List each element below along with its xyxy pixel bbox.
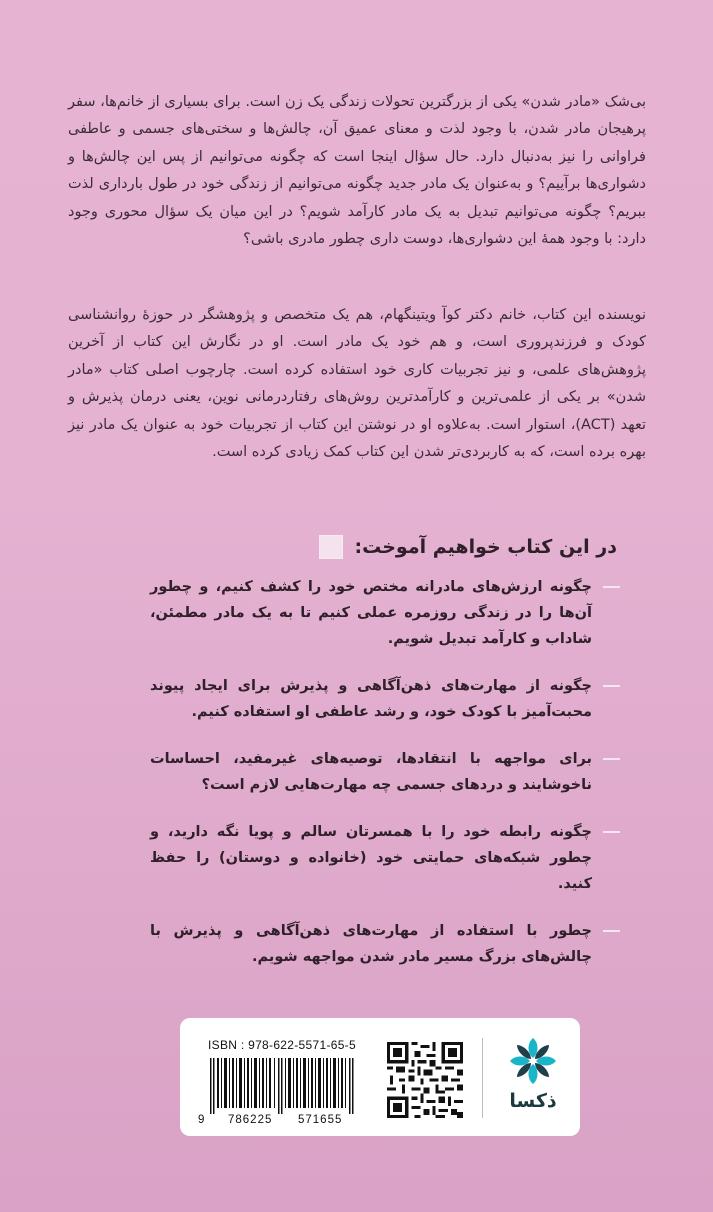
list-item-text: چگونه رابطه خود را با همسرتان سالم و پویا نگه دارید، و چطور شبکه‌های حمایتی خود (خانواده و دوستان) را حفظ کنید. xyxy=(150,824,592,892)
learning-section-title: در این کتاب خواهیم آموخت: xyxy=(354,536,617,558)
description-paragraph-1: بی‌شک «مادر شدن» یکی از بزرگترین تحولات زندگی یک زن است. برای بسیاری از خانم‌ها، سفر پرهیجان مادر شدن، با وجود لذت و معنای عمیق آن، چالش‌ها و سختی‌های جسمی و عاطفی فراوانی را نیز به‌دنبال دارد. حال سؤال اینجا است که چگونه می‌توانیم از پس این چالش‌ها و دشواری‌ها برآییم؟ و به‌عنوان یک مادر جدید چگونه می‌توانیم از زندگی خود در طول بارداری لذت ببریم؟ چگونه می‌توانیم تبدیل به یک مادر کارآمد شویم؟ در این میان یک سؤال محوری وجود دارد: با وجود همهٔ این دشواری‌ها، دوست داری چطور مادری باشی؟ xyxy=(68,93,646,247)
barcode-digits-left: 786225 xyxy=(228,1114,273,1126)
divider xyxy=(482,1038,483,1118)
list-item xyxy=(150,746,620,798)
publisher-name: ذکسا xyxy=(509,1090,557,1112)
publisher-info-card xyxy=(180,1018,580,1136)
list-item-text: چطور با استفاده از مهارت‌های ذهن‌آگاهی و پذیرش با چالش‌های بزرگ مسیر مادر شدن مواجهه شویم. xyxy=(150,923,592,965)
description-paragraph-2: نویسنده این کتاب، خانم دکتر کوآ ویتینگهام، هم یک متخصص و پژوهشگر در حوزهٔ روانشناسی کودک و فرزندپروری است، و هم خود یک مادر است. او در نگارش این کتاب از آخرین پژوهش‌های علمی، و نیز تجربیات کاری خود استفاده کرده است. چارچوب اصلی کتاب «مادر شدن» بر یکی از علمی‌ترین و کارآمدترین روش‌های رفتاردرمانی نوین، یعنی درمان پذیرش و تعهد (ACT)، استوار است. به‌علاوه او در نوشتن این کتاب از تجربیات خود به عنوان یک مادر نیز بهره برده است، که به کاربردی‌تر شدن این کتاب کمک زیادی کرده است. xyxy=(68,306,646,460)
dash-bullet-icon xyxy=(603,930,620,932)
barcode xyxy=(208,1058,358,1114)
dash-bullet-icon xyxy=(603,586,620,588)
list-item xyxy=(150,918,620,970)
list-item xyxy=(150,819,620,897)
flower-logo-icon xyxy=(508,1036,558,1086)
learning-list xyxy=(150,574,620,991)
square-bullet-icon xyxy=(319,535,343,559)
list-item-text: چگونه ارزش‌های مادرانه مختص خود را کشف کنیم، و چطور آن‌ها را در زندگی روزمره عملی کنیم تا به یک مادر مطمئن، شاداب و کارآمد تبدیل شویم. xyxy=(150,579,592,647)
list-item-text: برای مواجهه با انتقادها، توصیه‌های غیرمفید، احساسات ناخوشایند و دردهای جسمی چه مهارت‌هایی لازم است؟ xyxy=(150,751,592,793)
dash-bullet-icon xyxy=(603,758,620,760)
barcode-digits-right: 571655 xyxy=(298,1114,343,1126)
dash-bullet-icon xyxy=(603,831,620,833)
learning-section-header xyxy=(319,535,617,559)
publisher-logo xyxy=(501,1036,565,1120)
barcode-digit-prefix: 9 xyxy=(198,1114,206,1126)
dash-bullet-icon xyxy=(603,685,620,687)
list-item xyxy=(150,673,620,725)
qr-code xyxy=(387,1042,463,1118)
isbn-label: ISBN : 978-622-5571-65-5 xyxy=(208,1038,356,1052)
list-item-text: چگونه از مهارت‌های ذهن‌آگاهی و پذیرش برای ایجاد پیوند محبت‌آمیز با کودک خود، و رشد عاطفی او استفاده کنیم. xyxy=(150,678,592,720)
list-item xyxy=(150,574,620,652)
